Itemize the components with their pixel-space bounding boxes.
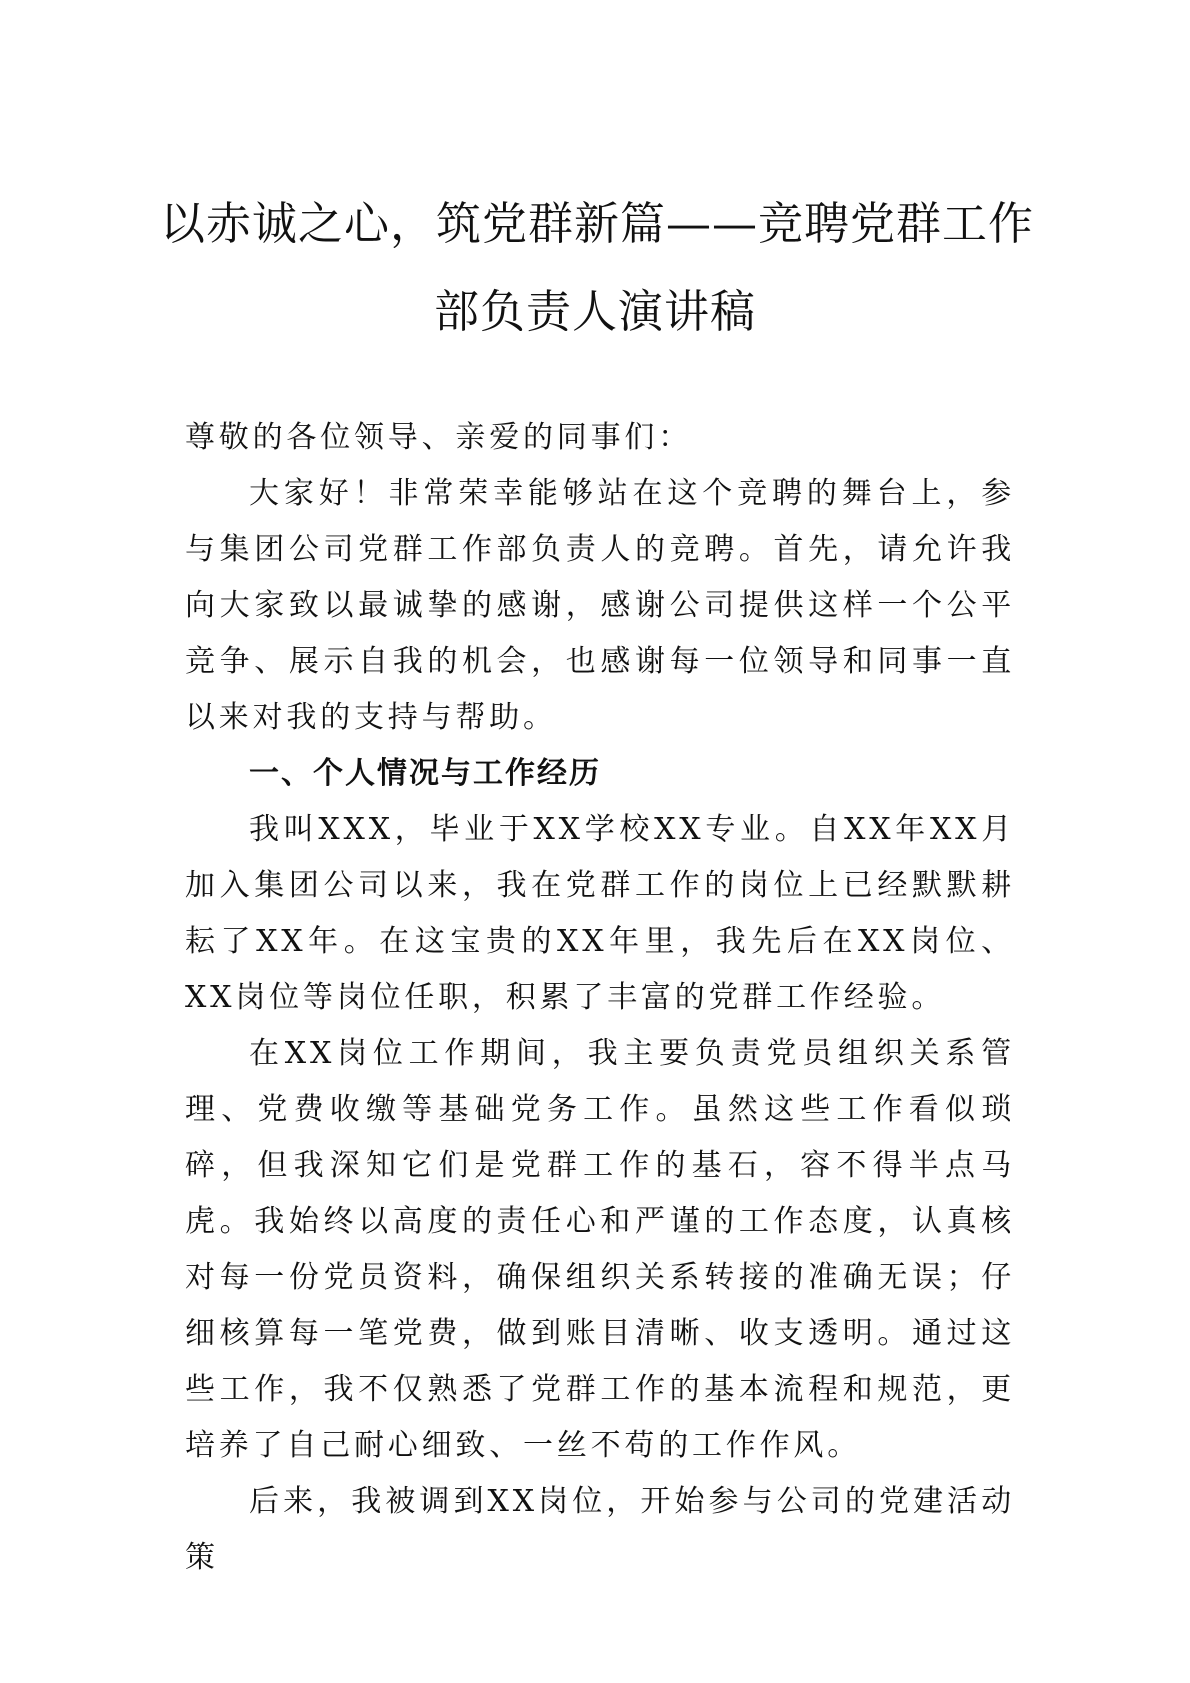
section-heading-1: 一、个人情况与工作经历 (249, 756, 601, 791)
opening-paragraph: 大家好！非常荣幸能够站在这个竞聘的舞台上，参与集团公司党群工作部负责人的竞聘。首先，请允许我向大家致以最诚挚的感谢，感谢公司提供这样一个公平竞争、展示自我的机会，也感谢每一位领导和同事一直以来对我的支持与帮助。 (185, 476, 1015, 735)
document-body (185, 410, 1015, 1586)
section1-paragraph-2: 在XX岗位工作期间，我主要负责党员组织关系管理、党费收缴等基础党务工作。虽然这些工作看似琐碎，但我深知它们是党群工作的基石，容不得半点马虎。我始终以高度的责任心和严谨的工作态度，认真核对每一份党员资料，确保组织关系转接的准确无误；仔细核算每一笔党费，做到账目清晰、收支透明。通过这些工作，我不仅熟悉了党群工作的基本流程和规范，更培养了自己耐心细致、一丝不苟的工作作风。 (185, 1036, 1015, 1463)
document-title (160, 180, 1035, 356)
section1-paragraph-1: 我叫XXX，毕业于XX学校XX专业。自XX年XX月加入集团公司以来，我在党群工作的岗位上已经默默耕耘了XX年。在这宝贵的XX年里，我先后在XX岗位、XX岗位等岗位任职，积累了丰富的党群工作经验。 (185, 812, 1015, 1015)
title-line-2: 部负责人演讲稿 (433, 285, 756, 338)
title-line-1: 以赤诚之心，筑党群新篇——竞聘党群工作 (160, 197, 1035, 250)
salutation: 尊敬的各位领导、亲爱的同事们： (185, 420, 692, 455)
section1-paragraph-3: 后来，我被调到XX岗位，开始参与公司的党建活动策 (185, 1484, 1015, 1575)
